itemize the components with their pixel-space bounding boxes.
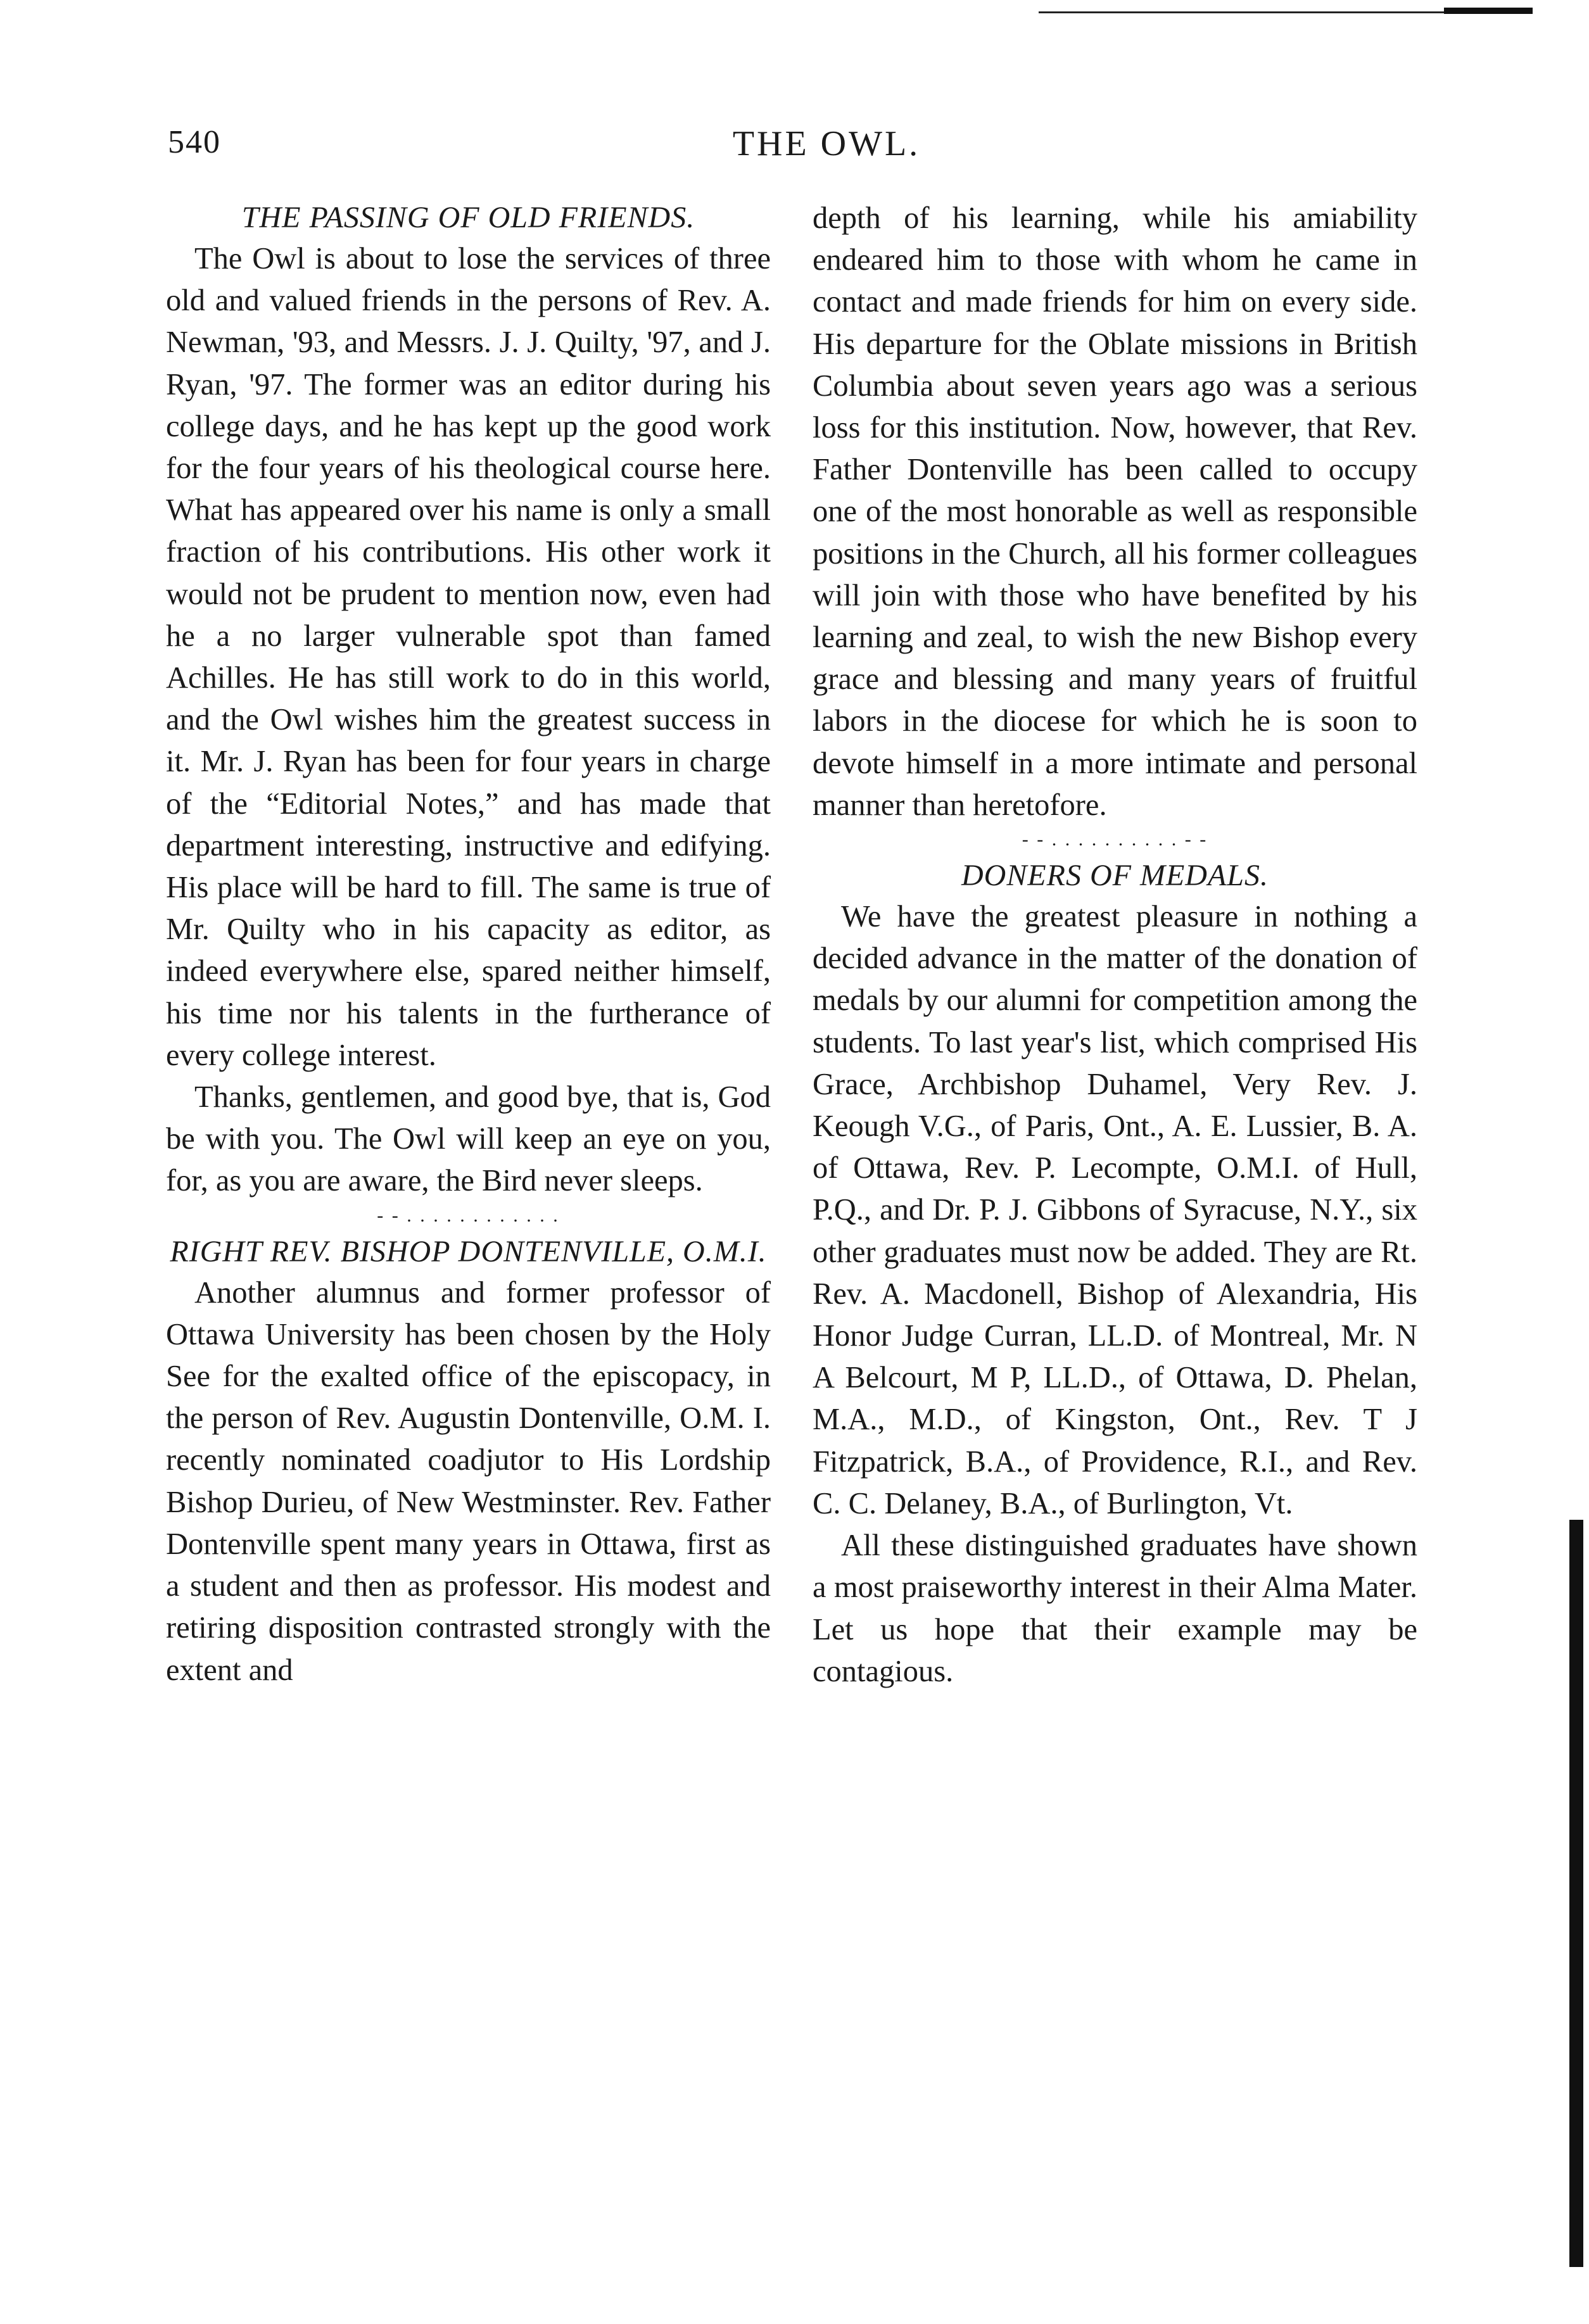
paragraph-dontenville-1: Another alumnus and former professor of Ottawa University has been chosen by the Holy See for the exalted office of the episcopacy, in the person of Rev. Augustin Dontenville, O.M. I. recently nominated coadjutor to His Lordship Bishop Durieu, of New Westminster. Rev. Father Dontenville spent many years in Ottawa, first as a student and then as professor. His modest and retiring disposition contrasted strongly with the extent and	[166, 1275, 771, 1687]
section-divider: - - . . . . . . . . . . - -	[1022, 829, 1208, 850]
left-column	[166, 198, 771, 1691]
right-column	[813, 198, 1417, 1693]
running-title: THE OWL.	[732, 124, 921, 163]
page-number: 540	[168, 124, 221, 160]
section-title-doners-of-medals: DONERS OF MEDALS.	[961, 859, 1269, 893]
top-rule-thick	[1444, 8, 1533, 14]
page-header	[168, 123, 1485, 180]
paragraph-passing-1: The Owl is about to lose the services of three old and valued friends in the persons of Rev. A. Newman, '93, and Messrs. J. J. Quilty, '97, and J. Ryan, '97. The former was an editor during his college days, and he has kept up the good work for the four years of his theological course here. What has appeared over his name is only a small fraction of his contributions. His other work it would not be prudent to mention now, even had he a no larger vulnerable spot than famed Achilles. He has still work to do in this world, and the Owl wishes him the greatest success in it. Mr. J. Ryan has been for four years in charge of the “Editorial Notes,” and has made that department interesting, instructive and edifying. His place will be hard to fill. The same is true of Mr. Quilty who in his capacity as editor, as indeed everywhere else, spared neither himself, his time nor his talents in the furtherance of every college interest.	[166, 242, 771, 1072]
section-divider: - - . . . . . . . . . . . .	[377, 1204, 560, 1226]
paragraph-medals-2: All these distinguished graduates have shown a most praiseworthy interest in their Alma Mater. Let us hope that their example may be contagious.	[813, 1529, 1417, 1688]
paragraph-dontenville-continued: depth of his learning, while his amiability endeared him to those with whom he came in contact and made friends for him on every side. His departure for the Oblate missions in British Columbia about seven years ago was a serious loss for this institution. Now, however, that Rev. Father Dontenville has been called to occupy one of the most honorable as well as responsible positions in the Church, all his former colleagues will join with those who have benefited by his learning and zeal, to wish the new Bishop every grace and blessing and many years of fruitful labors in the diocese for which he is soon to devote himself in a more intimate and personal manner than heretofore.	[813, 201, 1417, 822]
section-title-bishop-dontenville: RIGHT REV. BISHOP DONTENVILLE, O.M.I.	[170, 1234, 767, 1268]
page-edge-bar	[1569, 1520, 1583, 2267]
paragraph-medals-1: We have the greatest pleasure in nothing a decided advance in the matter of the donation of medals by our alumni for competition among the students. To last year's list, which comprised His Grace, Archbishop Duhamel, Very Rev. J. Keough V.G., of Paris, Ont., A. E. Lussier, B. A. of Ottawa, Rev. P. Lecompte, O.M.I. of Hull, P.Q., and Dr. P. J. Gibbons of Syracuse, N.Y., six other graduates must now be added. They are Rt. Rev. A. Macdonell, Bishop of Alexandria, His Honor Judge Curran, LL.D. of Montreal, Mr. N A Belcourt, M P, LL.D., of Ottawa, D. Phelan, M.A., M.D., of Kingston, Ont., Rev. T J Fitzpatrick, B.A., of Providence, R.I., and Rev. C. C. Delaney, B.A., of Burlington, Vt.	[813, 900, 1417, 1520]
paragraph-passing-2: Thanks, gentlemen, and good bye, that is, God be with you. The Owl will keep an eye on you, for, as you are aware, the Bird never sleeps.	[166, 1080, 771, 1198]
section-title-passing-of-old-friends: THE PASSING OF OLD FRIENDS.	[241, 201, 695, 234]
